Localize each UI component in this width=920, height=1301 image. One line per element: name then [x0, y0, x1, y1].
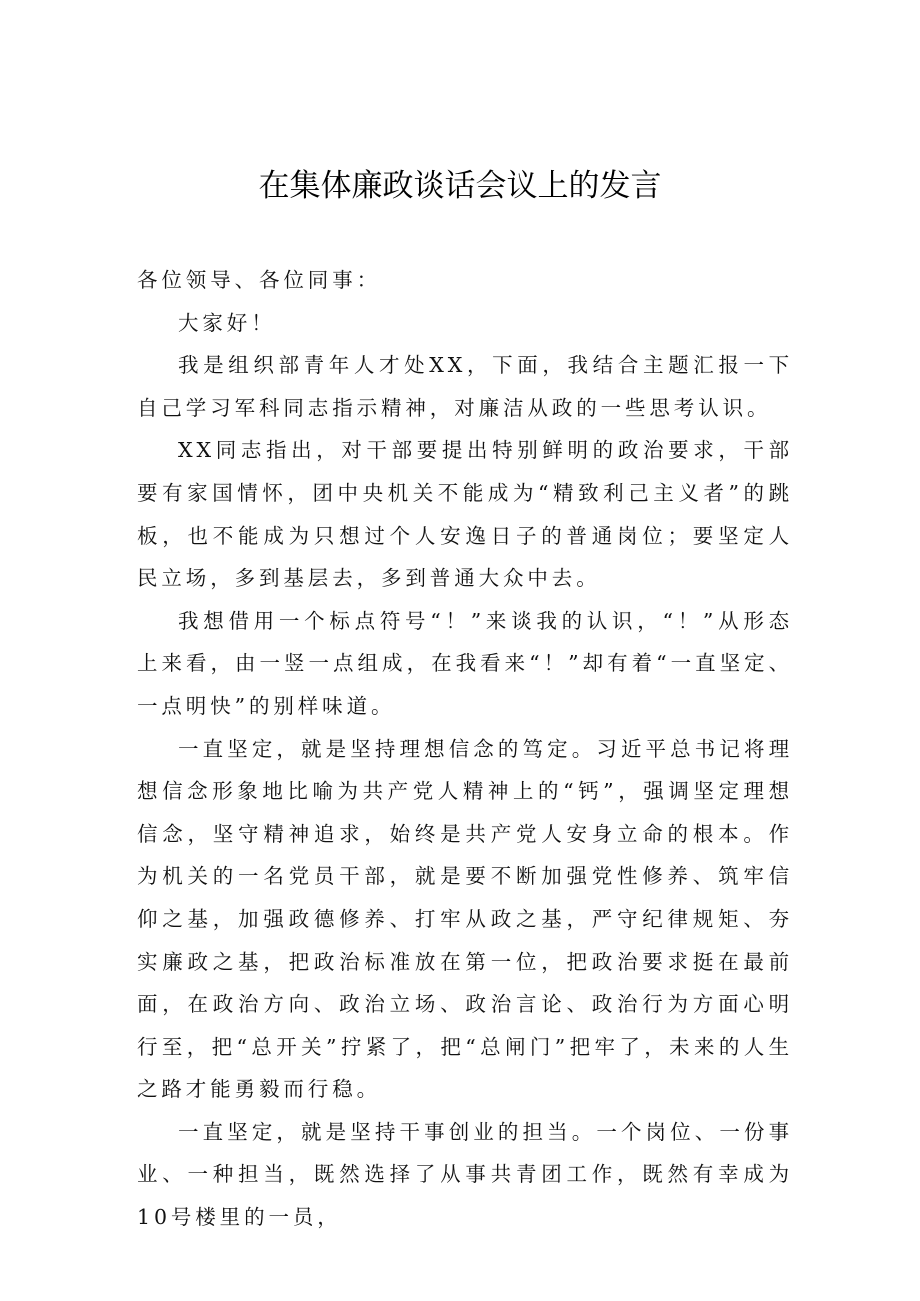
paragraph-intro: 我是组织部青年人才处XX，下面，我结合主题汇报一下自己学习军科同志指示精神，对廉洁从政的一些思考认识。: [137, 353, 793, 420]
document-title: 在集体廉政谈话会议上的发言: [258, 168, 662, 204]
paragraph-ideals-conviction: 一直坚定，就是坚持理想信念的笃定。习近平总书记将理想信念形象地比喻为共产党人精神上的“钙”，强调坚定理想信念，坚守精神追求，始终是共产党人安身立命的根本。作为机关的一名党员干部，就是要不断加强党性修养、筑牢信仰之基，加强政德修养、打牢从政之基，严守纪律规矩、夯实廉政之基，把政治标准放在第一位，把政治要求挺在最前面，在政治方向、政治立场、政治言论、政治行为方面心明行至，把“总开关”拧紧了，把“总闸门”把牢了，未来的人生之路才能勇毅而行稳。: [137, 736, 793, 1102]
paragraph-punctuation-metaphor: 我想借用一个标点符号“！”来谈我的认识，“！”从形态上来看，由一竖一点组成，在我看来“！”却有着“一直坚定、一点明快”的别样味道。: [137, 608, 793, 718]
document-body: [137, 259, 793, 1239]
paragraph-greeting: 大家好！: [178, 310, 276, 335]
paragraph-instructions: XX同志指出，对干部要提出特别鲜明的政治要求，干部要有家国情怀，团中央机关不能成为“精致利己主义者”的跳板，也不能成为只想过个人安逸日子的普通岗位；要坚定人民立场，多到基层去，多到普通大众中去。: [137, 438, 793, 591]
paragraph-responsibility: 一直坚定，就是坚持干事创业的担当。一个岗位、一份事业、一种担当，既然选择了从事共青团工作，既然有幸成为10号楼里的一员，: [137, 1119, 793, 1230]
salutation: 各位领导、各位同事：: [137, 268, 381, 292]
